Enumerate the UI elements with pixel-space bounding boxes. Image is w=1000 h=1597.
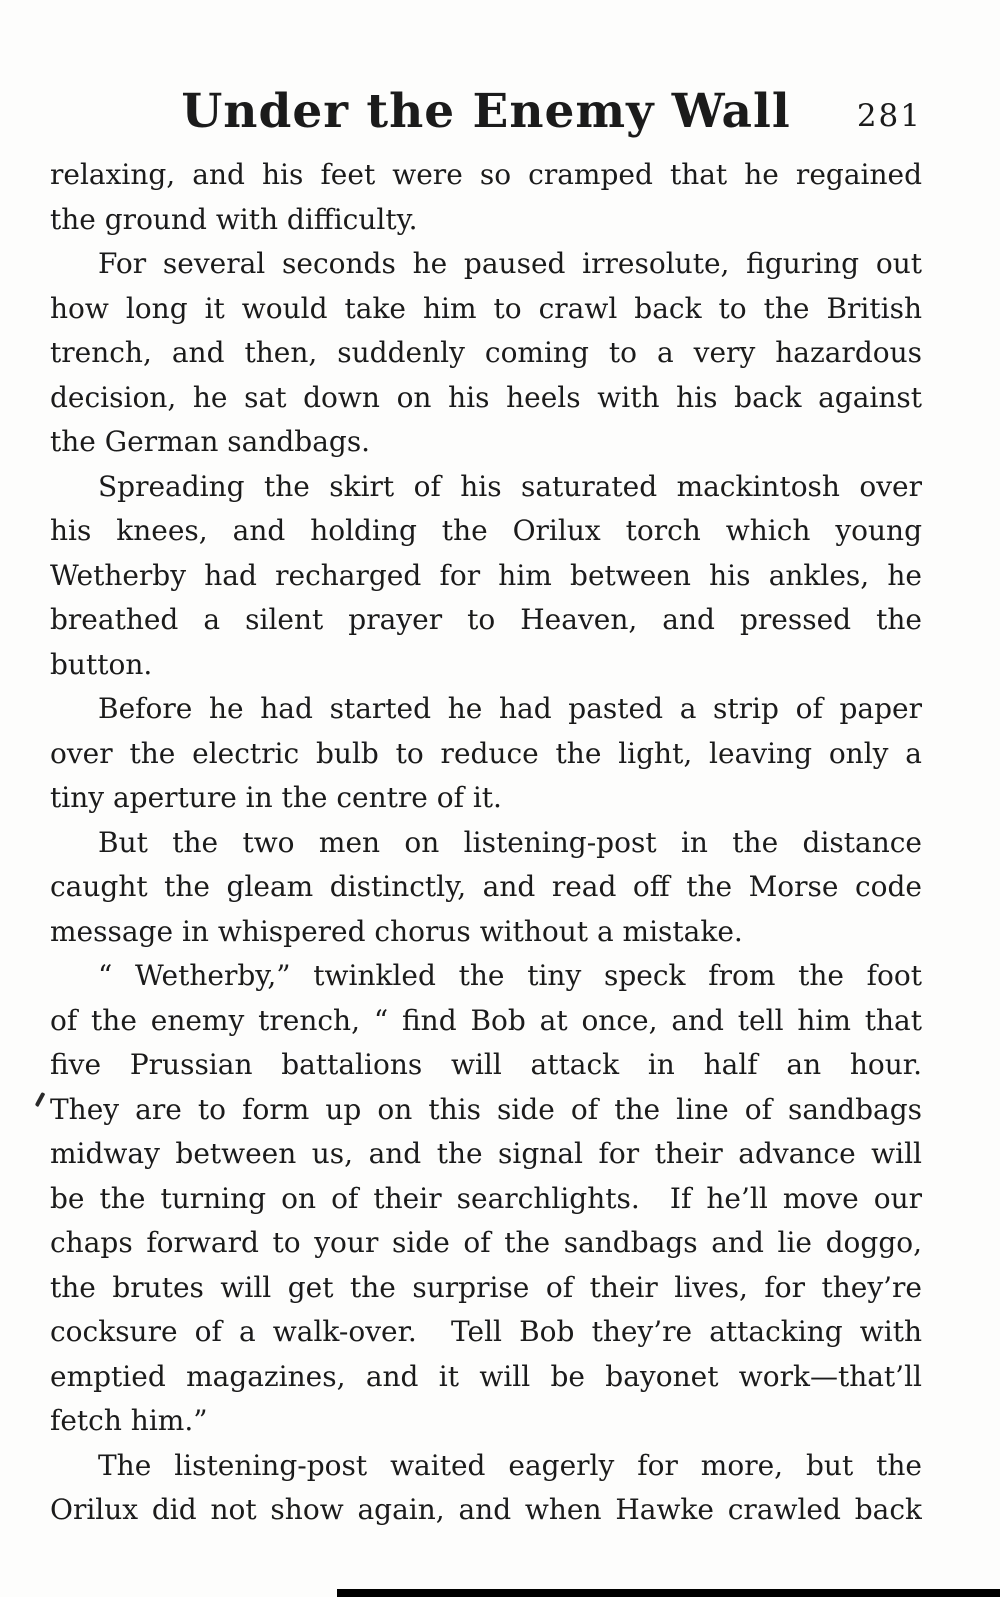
text-line: the ground with difficulty. [50, 202, 418, 236]
page-number: 281 [856, 98, 922, 134]
text-line: Orilux did not show again, and when Hawke crawled back [50, 1493, 922, 1526]
text-line: be the turning on of their searchlights. If he’ll move our [50, 1181, 922, 1215]
paragraph [50, 1444, 922, 1533]
paragraph [50, 153, 922, 242]
text-line: emptied magazines, and it will be bayonet work—that’ll [50, 1359, 922, 1393]
page-text [50, 153, 922, 1533]
text-line: of the enemy trench, “ find Bob at once, and tell him that [50, 1003, 922, 1037]
text-line: But the two men on listening-post in the distance [98, 825, 922, 859]
text-line: relaxing, and his feet were so cramped that he regained [50, 158, 922, 191]
stray-ink-mark [35, 1092, 46, 1107]
text-line: button. [50, 647, 153, 681]
text-line: message in whispered chorus without a mistake. [50, 914, 743, 948]
paragraph [50, 687, 922, 821]
text-line: the German sandbags. [50, 425, 371, 458]
text-line: over the electric bulb to reduce the light, leaving only a [50, 736, 922, 770]
text-line: caught the gleam distinctly, and read off the Morse code [50, 870, 922, 903]
paragraph [50, 954, 922, 1444]
text-line: five Prussian battalions will attack in half an hour. [50, 1048, 922, 1081]
text-line: his knees, and holding the Orilux torch which young [50, 514, 922, 547]
text-line: Spreading the skirt of his saturated mackintosh over [98, 469, 922, 503]
paragraph [50, 821, 922, 955]
text-line: the brutes will get the surprise of their lives, for they’re [50, 1270, 922, 1304]
text-line: tiny aperture in the centre of it. [50, 781, 502, 814]
paragraph [50, 465, 922, 688]
text-line: how long it would take him to crawl back to the British [50, 291, 922, 325]
scan-edge-artifact [337, 1589, 1000, 1597]
paragraph [50, 242, 922, 465]
text-line: Before he had started he had pasted a strip of paper [98, 692, 922, 725]
text-line: “ Wetherby,” twinkled the tiny speck from the foot [98, 959, 922, 992]
text-line: cocksure of a walk-over. Tell Bob they’re attacking with [50, 1315, 922, 1348]
text-line: The listening-post waited eagerly for more, but the [98, 1448, 922, 1482]
text-line: fetch him.” [50, 1404, 208, 1437]
text-line: Wetherby had recharged for him between his ankles, he [50, 558, 922, 592]
page-header [50, 86, 922, 146]
text-line: breathed a silent prayer to Heaven, and pressed the [50, 603, 922, 636]
running-head-title: Under the Enemy Wall [181, 84, 791, 139]
text-line: chaps forward to your side of the sandbags and lie doggo, [50, 1226, 922, 1259]
text-line: decision, he sat down on his heels with his back against [50, 380, 922, 414]
text-line: They are to form up on this side of the line of sandbags [50, 1092, 922, 1126]
text-line: For several seconds he paused irresolute, figuring out [98, 247, 922, 280]
text-line: trench, and then, suddenly coming to a very hazardous [50, 336, 922, 369]
text-line: midway between us, and the signal for their advance will [50, 1137, 922, 1170]
